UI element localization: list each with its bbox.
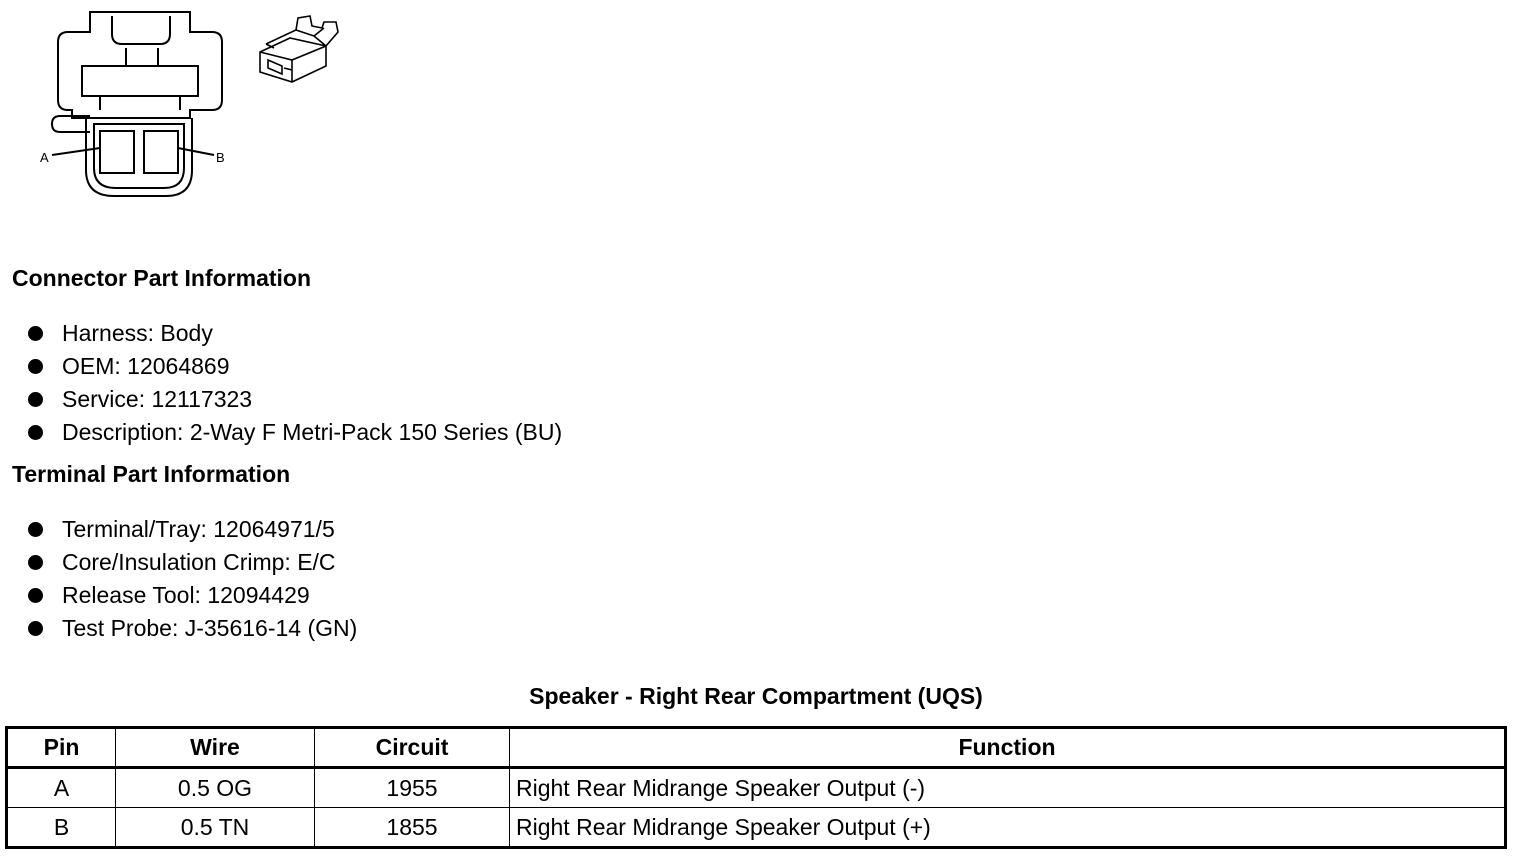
table-title: Speaker - Right Rear Compartment (UQS) bbox=[529, 683, 983, 709]
list-item: Service: 12117323 bbox=[28, 383, 562, 416]
pin-label-b: B bbox=[216, 150, 225, 165]
cell-wire: 0.5 TN bbox=[116, 808, 315, 848]
list-item: Core/Insulation Crimp: E/C bbox=[28, 546, 357, 579]
list-item: Test Probe: J-35616-14 (GN) bbox=[28, 612, 357, 645]
list-item: Terminal/Tray: 12064971/5 bbox=[28, 513, 357, 546]
connector-part-list bbox=[28, 317, 562, 449]
bullet-icon bbox=[28, 588, 43, 603]
header-pin: Pin bbox=[7, 728, 116, 768]
connector-part-heading: Connector Part Information bbox=[12, 265, 312, 291]
connector-isometric-view bbox=[260, 16, 338, 82]
bullet-icon bbox=[28, 392, 43, 407]
bullet-icon bbox=[28, 555, 43, 570]
bullet-icon bbox=[28, 425, 43, 440]
header-circuit: Circuit bbox=[315, 728, 510, 768]
cell-circuit: 1955 bbox=[315, 768, 510, 808]
cell-function: Right Rear Midrange Speaker Output (+) bbox=[510, 808, 1506, 848]
bullet-icon bbox=[28, 522, 43, 537]
list-item: Description: 2-Way F Metri-Pack 150 Series (BU) bbox=[28, 416, 562, 449]
cell-pin: B bbox=[7, 808, 116, 848]
pinout-table bbox=[5, 726, 1507, 849]
cell-pin: A bbox=[7, 768, 116, 808]
list-item: Harness: Body bbox=[28, 317, 562, 350]
pin-label-a: A bbox=[40, 150, 49, 165]
table-row bbox=[7, 768, 1506, 808]
bullet-icon bbox=[28, 326, 43, 341]
cell-wire: 0.5 OG bbox=[116, 768, 315, 808]
header-function: Function bbox=[510, 728, 1506, 768]
bullet-icon bbox=[28, 359, 43, 374]
table-header-row bbox=[7, 728, 1506, 768]
header-wire: Wire bbox=[116, 728, 315, 768]
terminal-part-list bbox=[28, 513, 357, 645]
table-row bbox=[7, 808, 1506, 848]
terminal-part-heading: Terminal Part Information bbox=[12, 461, 291, 487]
connector-face-view bbox=[30, 8, 360, 208]
bullet-icon bbox=[28, 621, 43, 636]
cell-function: Right Rear Midrange Speaker Output (-) bbox=[510, 768, 1506, 808]
connector-diagram bbox=[30, 8, 360, 208]
list-item: OEM: 12064869 bbox=[28, 350, 562, 383]
list-item: Release Tool: 12094429 bbox=[28, 579, 357, 612]
cell-circuit: 1855 bbox=[315, 808, 510, 848]
